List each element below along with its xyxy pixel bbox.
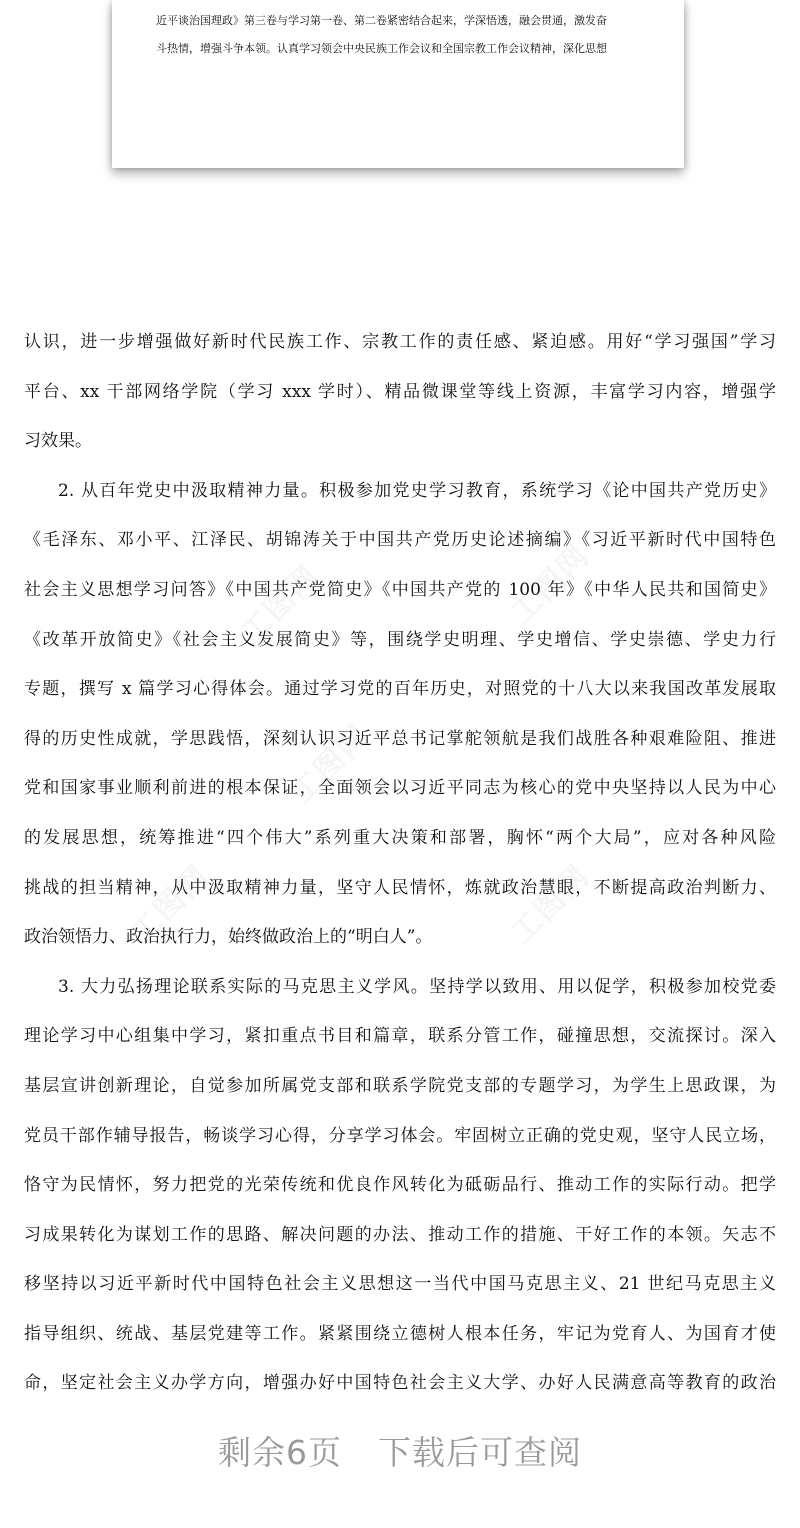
watermark-text: 工图网 bbox=[234, 558, 327, 651]
watermark-text: 工图网 bbox=[124, 858, 217, 951]
body-line: 认识，进一步增强做好新时代民族工作、宗教工作的责任感、紧迫感。用好“学习强国”学习 bbox=[24, 332, 776, 352]
body-line: 平台、xx 干部网络学院（学习 xxx 学时）、精品微课堂等线上资源，丰富学习内容，增强学 bbox=[24, 381, 776, 402]
watermark-text: 工图网 bbox=[504, 538, 597, 631]
preview-page-card bbox=[112, 0, 684, 168]
body-line: 党和国家事业顺利前进的根本保证，全面领会以习近平同志为核心的党中央坚持以人民为中心 bbox=[24, 778, 776, 799]
card-text-line-2: 斗热情，增强斗争本领。认真学习领会中央民族工作会议和全国宗教工作会议精神，深化思想 bbox=[156, 42, 607, 55]
body-line: 社会主义思想学习问答》《中国共产党简史》《中国共产党的 100 年》《中华人民共和国简史》 bbox=[24, 579, 776, 600]
paragraph-heading-line: 2. 从百年党史中汲取精神力量。积极参加党史学习教育，系统学习《论中国共产党历史》 bbox=[58, 480, 776, 501]
body-line: 理论学习中心组集中学习，紧扣重点书目和篇章，联系分管工作，碰撞思想，交流探讨。深入 bbox=[24, 1026, 776, 1047]
body-line: 《改革开放简史》《社会主义发展简史》等，围绕学史明理、学史增信、学史崇德、学史力行 bbox=[24, 629, 776, 650]
body-line: 党员干部作辅导报告，畅谈学习心得，分享学习体会。牢固树立正确的党史观，坚守人民立场， bbox=[24, 1125, 776, 1146]
body-line: 的发展思想，统筹推进“四个伟大”系列重大决策和部署，胸怀“两个大局”，应对各种风险 bbox=[24, 827, 776, 848]
body-line: 命，坚定社会主义办学方向，增强办好中国特色社会主义大学、办好人民满意高等教育的政治 bbox=[24, 1373, 776, 1394]
body-line: 挑战的担当精神，从中汲取精神力量，坚守人民情怀，炼就政治慧眼，不断提高政治判断力、 bbox=[24, 877, 776, 898]
body-line: 指导组织、统战、基层党建等工作。紧紧围绕立德树人根本任务，牢记为党育人、为国育才使 bbox=[24, 1323, 776, 1344]
body-line: 基层宣讲创新理论，自觉参加所属党支部和联系学院党支部的专题学习，为学生上思政课，为 bbox=[24, 1075, 776, 1096]
card-text-line-1: 近平谈治国理政》第三卷与学习第一卷、第二卷紧密结合起来，学深悟透，融会贯通，激发奋 bbox=[156, 14, 607, 27]
document-body bbox=[24, 326, 776, 1417]
download-hint-label: 下载后可查阅 bbox=[378, 1433, 582, 1472]
paragraph-heading-line: 3. 大力弘扬理论联系实际的马克思主义学风。坚持学以致用、用以促学，积极参加校党委 bbox=[58, 976, 776, 997]
watermark-text: 工图网 bbox=[284, 718, 377, 811]
body-line: 政治领悟力、政治执行力，始终做政治上的“明白人”。 bbox=[24, 927, 433, 948]
body-line: 习成果转化为谋划工作的思路、解决问题的办法、推动工作的措施、干好工作的本领。矢志不 bbox=[24, 1224, 776, 1245]
remaining-pages-label: 剩余6页 bbox=[218, 1433, 342, 1472]
body-line: 得的历史性成就，学思践悟，深刻认识习近平总书记掌舵领航是我们战胜各种艰难险阻、推进 bbox=[24, 728, 776, 749]
body-line: 习效果。 bbox=[24, 431, 92, 452]
body-line: 《毛泽东、邓小平、江泽民、胡锦涛关于中国共产党历史论述摘编》《习近平新时代中国特色 bbox=[24, 530, 776, 551]
body-line: 专题，撰写 x 篇学习心得体会。通过学习党的百年历史，对照党的十八大以来我国改革发展取 bbox=[24, 679, 776, 700]
body-line: 移坚持以习近平新时代中国特色社会主义思想这一当代中国马克思主义、21 世纪马克思主义 bbox=[24, 1274, 776, 1295]
watermark-text: 工图网 bbox=[504, 858, 597, 951]
body-line: 恪守为民情怀，努力把党的光荣传统和优良作风转化为砥砺品行、推动工作的实际行动。把学 bbox=[24, 1175, 776, 1196]
remaining-pages-notice[interactable] bbox=[0, 1427, 800, 1474]
